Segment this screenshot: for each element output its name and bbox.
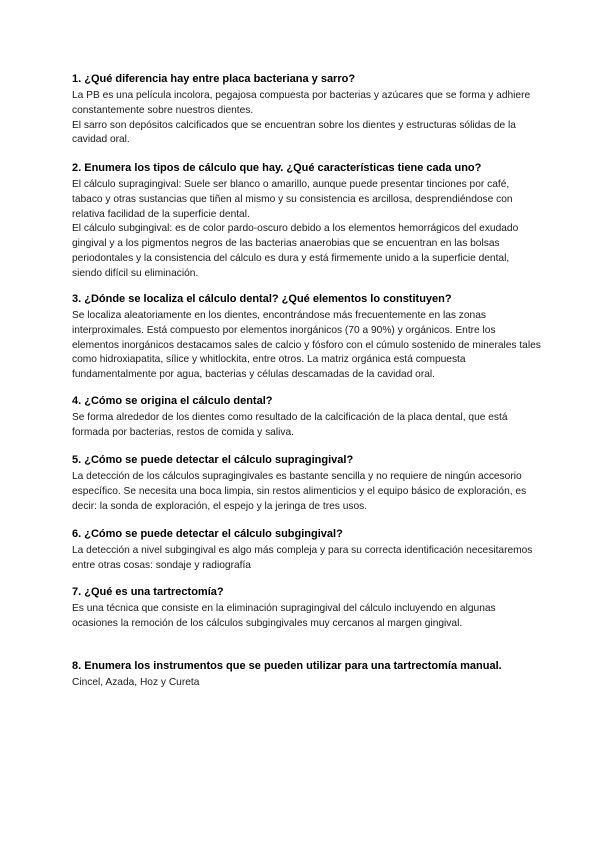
answer-paragraph: Se localiza aleatoriamente en los dientes, encontrándose más frecuentemente en las zonas interproximales. Está compuesto por elementos inorgánicos (70 a 90%) y orgánicos. Entre los elementos inorgánicos destacamos sales de calcio y fósforo con el cúmulo sostenido de minerales tales como hidroxiapatita, sílice y whitlockita, entre otros. La matriz orgánica está compuesta fundamentalmente por agua, bacterias y células descamadas de la cavidad oral. [72,310,541,381]
question-3 [72,292,542,383]
question-title: 6. ¿Cómo se puede detectar el cálculo subgingival? [72,528,343,540]
question-title: 7. ¿Qué es una tartrectomía? [72,586,224,598]
question-title: 5. ¿Cómo se puede detectar el cálculo supragingival? [72,454,354,466]
question-title: 4. ¿Cómo se origina el cálculo dental? [72,395,273,407]
question-8 [72,659,542,691]
question-title: 1. ¿Qué diferencia hay entre placa bacteriana y sarro? [72,73,356,85]
answer-paragraph: El sarro son depósitos calcificados que se encuentran sobre los dientes y estructuras sólidas de la cavidad oral. [72,119,516,146]
question-7 [72,585,542,632]
question-1 [72,72,542,148]
answer-paragraph: Es una técnica que consiste en la eliminación supragingival del cálculo incluyendo en algunas ocasiones la remoción de los cálculos subgingivales muy cercanos al margen gingival. [72,603,496,629]
question-title: 2. Enumera los tipos de cálculo que hay. ¿Qué características tiene cada uno? [72,162,482,174]
answer-paragraph: La detección de los cálculos supragingivales es bastante sencilla y no requiere de ningún accesorio específico. Se necesita una boca limpia, sin restos alimenticios y el equipo básico de exploración, es decir: la sonda de exploración, el espejo y la jeringa de tres usos. [72,471,527,512]
question-title: 3. ¿Dónde se localiza el cálculo dental? ¿Qué elementos lo constituyen? [72,293,452,305]
answer-paragraph: La detección a nivel subgingival es algo más compleja y para su correcta identificación necesitaremos entre otras cosas: sondaje y radiografía [72,545,533,571]
question-5 [72,453,542,514]
question-6 [72,527,542,574]
question-4 [72,394,542,441]
answer-paragraph: Cincel, Azada, Hoz y Cureta [72,677,200,688]
answer-paragraph: La PB es una película incolora, pegajosa compuesta por bacterias y azúcares que se forma y adhiere constantemente sobre nuestros dientes. [72,90,531,116]
answer-paragraph: El cálculo supragingival: Suele ser blanco o amarillo, aunque puede presentar tinciones por café, tabaco y otras sustancias que tiñen al mismo y su consistencia es arcillosa, desprendiéndose con relativa facilidad de la superficie dental. [72,179,513,220]
question-title: 8. Enumera los instrumentos que se pueden utilizar para una tartrectomía manual. [72,660,502,672]
question-2 [72,161,542,282]
answer-paragraph: Se forma alrededor de los dientes como resultado de la calcificación de la placa dental, que está formada por bacterias, restos de comida y saliva. [72,412,508,438]
answer-paragraph: El cálculo subgingival: es de color pardo-oscuro debido a los elementos hemorrágicos del exudado gingival y a los pigmentos negros de las bacterias anaerobias que se encuentran en las bolsas periodontales y la consistencia del cálculo es dura y está firmemente unido a la superficie dental, siendo difícil su eliminación. [72,223,519,279]
